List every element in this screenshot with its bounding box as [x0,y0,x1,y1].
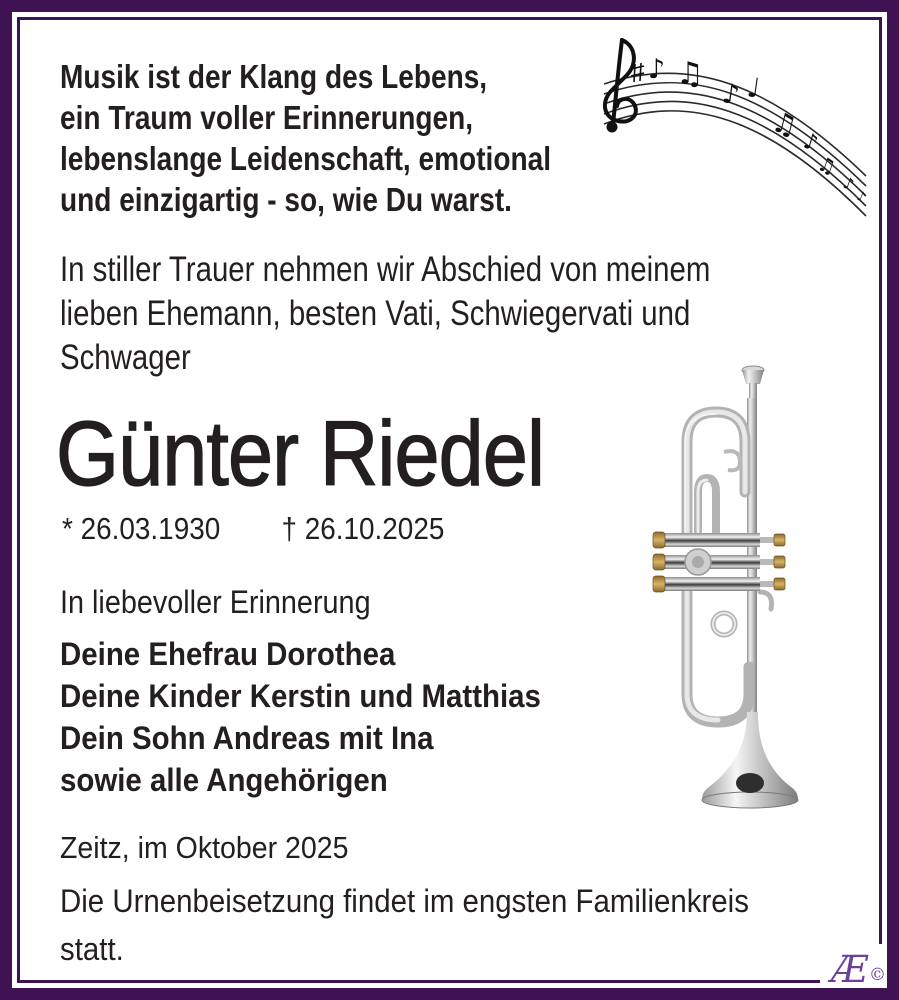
mourner-line: Deine Kinder Kerstin und Matthias [60,678,541,714]
farewell-paragraph [60,248,710,380]
svg-text:♫: ♫ [768,104,801,143]
publisher-ae-glyph: Æ [830,948,868,991]
svg-text:♫: ♫ [814,150,839,180]
burial-notice [60,877,749,973]
trumpet-illustration [640,362,870,817]
birth-date: * 26.03.1930 [62,511,221,546]
poem-line: lebenslange Leidenschaft, emotional [60,140,551,177]
publisher-mark [820,944,886,991]
svg-text:♪: ♪ [648,54,666,85]
svg-text:♩: ♩ [745,72,762,105]
svg-text:♪: ♪ [840,172,857,195]
copyright-icon: © [869,965,886,985]
burial-notice-line: statt. [60,931,124,967]
poem-line: und einzigartig - so, wie Du warst. [60,181,512,218]
music-notes-illustration [578,26,878,231]
svg-text:♪: ♪ [854,188,868,206]
music-note-icons [648,54,868,206]
farewell-line: In stiller Trauer nehmen wir Abschied von meinem [60,250,711,289]
life-dates [62,511,444,547]
mourner-line: Deine Ehefrau Dorothea [60,636,396,672]
mourners-block [60,633,541,801]
poem-block [60,56,551,220]
mourner-line: sowie alle Angehörigen [60,762,388,798]
poem-line: ein Traum voller Erinnerungen, [60,99,474,136]
svg-text:♫: ♫ [676,56,704,92]
death-date: † 26.10.2025 [281,511,445,546]
deceased-name: Günter Riedel [56,403,545,505]
place-and-date: Zeitz, im Oktober 2025 [60,830,349,865]
farewell-line: lieben Ehemann, besten Vati, Schwiegervati und [60,294,691,333]
svg-text:♪: ♪ [800,128,821,157]
mourner-line: Dein Sohn Andreas mit Ina [60,720,434,756]
farewell-line: Schwager [60,338,191,377]
burial-notice-line: Die Urnenbeisetzung findet im engsten Familienkreis [60,883,749,919]
svg-text:♪: ♪ [720,78,742,112]
remembrance-label: In liebevoller Erinnerung [60,584,371,620]
poem-line: Musik ist der Klang des Lebens, [60,58,488,95]
